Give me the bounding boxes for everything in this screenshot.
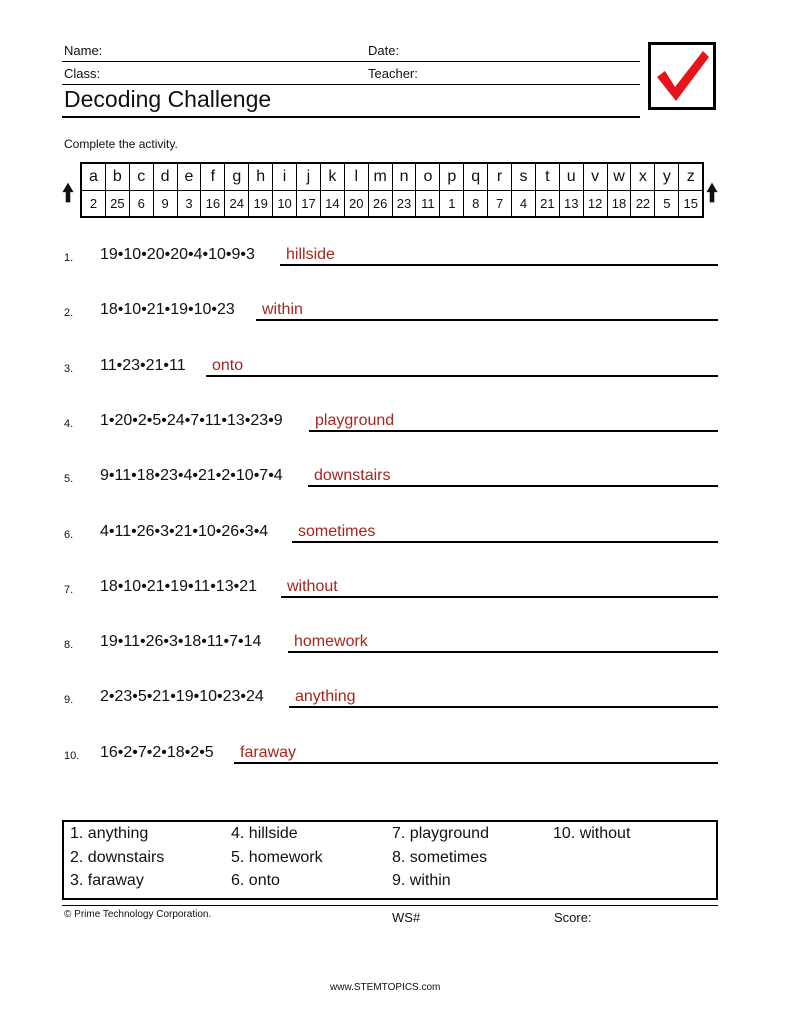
cipher-key — [80, 162, 704, 218]
answer-line[interactable] — [234, 762, 718, 764]
cipher-letter: e — [178, 164, 201, 191]
left-arrow-icon: 🠙 — [62, 180, 75, 207]
word-bank — [62, 820, 718, 900]
cipher-letter: n — [393, 164, 416, 191]
cipher-number: 10 — [277, 195, 292, 211]
question-number: 5. — [64, 473, 74, 486]
cipher-letter: x — [631, 164, 654, 191]
cipher-number: 22 — [635, 195, 651, 211]
cipher-letter: u — [560, 164, 583, 191]
cipher-cell — [153, 164, 177, 216]
cipher-cell — [177, 164, 201, 216]
cipher-cell — [487, 164, 511, 216]
cipher-number: 8 — [472, 195, 480, 211]
cipher-cell — [439, 164, 463, 216]
cipher-number: 13 — [564, 195, 579, 211]
teacher-label: Teacher: — [368, 66, 418, 81]
word-bank-item: 2. downstairs — [70, 848, 165, 866]
cipher-cell — [272, 164, 296, 216]
footer-rule — [62, 905, 718, 906]
question-code: 4•11•26•3•21•10•26•3•4 — [100, 522, 269, 540]
answer-text: sometimes — [298, 522, 376, 540]
name-label: Name: — [64, 43, 103, 58]
answer-line[interactable] — [281, 596, 718, 598]
answer-line[interactable] — [288, 651, 718, 653]
copyright: © Prime Technology Corporation. — [64, 909, 212, 920]
answer-text: playground — [315, 411, 395, 429]
question-code: 18•10•21•19•10•23 — [100, 301, 235, 319]
cipher-number: 5 — [663, 195, 671, 211]
word-bank-item: 7. playground — [392, 825, 489, 842]
header-rule-3 — [62, 116, 640, 118]
question-number: 4. — [64, 417, 74, 430]
cipher-cell — [392, 164, 416, 216]
question-row — [0, 295, 794, 325]
cipher-cell — [200, 164, 224, 216]
instructions: Complete the activity. — [64, 137, 178, 151]
question-row — [0, 517, 794, 547]
checkmark-icon — [651, 45, 713, 107]
answer-line[interactable] — [309, 430, 718, 432]
cipher-letter: a — [82, 164, 105, 191]
cipher-cell — [415, 164, 439, 216]
website: www.STEMTOPICS.com — [330, 982, 441, 993]
cipher-letter: t — [536, 164, 559, 191]
answer-text: without — [287, 577, 338, 595]
header-rule-2 — [62, 84, 640, 85]
cipher-cell — [320, 164, 344, 216]
answer-text: faraway — [240, 743, 297, 761]
cipher-number: 21 — [540, 195, 555, 211]
word-bank-item: 3. faraway — [70, 872, 144, 889]
date-label: Date: — [368, 43, 400, 58]
cipher-cell — [463, 164, 487, 216]
question-row — [0, 682, 794, 712]
cipher-number: 19 — [253, 195, 268, 211]
word-bank-item: 8. sometimes — [392, 848, 488, 866]
right-arrow-icon: 🠙 — [706, 180, 719, 207]
cipher-letter: j — [297, 164, 320, 191]
cipher-letter: i — [273, 164, 296, 191]
cipher-cell — [296, 164, 320, 216]
cipher-cell — [105, 164, 129, 216]
cipher-letter: v — [584, 164, 607, 191]
cipher-cell — [607, 164, 631, 216]
cipher-letter: c — [130, 164, 153, 191]
question-number: 10. — [64, 749, 80, 762]
question-number: 9. — [64, 694, 74, 707]
answer-line[interactable] — [308, 485, 718, 487]
cipher-number: 3 — [185, 195, 193, 211]
ws-label: WS# — [392, 910, 421, 925]
question-row — [0, 461, 794, 491]
cipher-number: 15 — [683, 195, 698, 211]
cipher-number: 16 — [205, 195, 221, 211]
cipher-number: 23 — [396, 195, 412, 211]
question-row — [0, 351, 794, 381]
page-title: Decoding Challenge — [64, 86, 272, 112]
answer-text: homework — [294, 633, 368, 651]
cipher-number: 26 — [372, 195, 388, 211]
cipher-number: 1 — [448, 195, 456, 211]
word-bank-item: 1. anything — [70, 825, 149, 842]
cipher-cell — [559, 164, 583, 216]
checkmark-logo — [648, 42, 716, 110]
answer-line[interactable] — [289, 706, 718, 708]
cipher-number: 9 — [161, 195, 169, 211]
question-code: 16•2•7•2•18•2•5 — [100, 743, 214, 761]
question-code: 9•11•18•23•4•21•2•10•7•4 — [100, 467, 283, 485]
question-number: 2. — [64, 307, 74, 320]
cipher-number: 6 — [137, 195, 145, 211]
cipher-cell — [368, 164, 392, 216]
cipher-cell — [678, 164, 702, 216]
cipher-letter: d — [154, 164, 177, 191]
question-row — [0, 738, 794, 768]
class-label: Class: — [64, 66, 101, 81]
cipher-letter: l — [345, 164, 368, 191]
cipher-number: 17 — [301, 195, 316, 211]
cipher-number: 12 — [587, 195, 603, 211]
cipher-letter: s — [512, 164, 535, 191]
cipher-cell — [654, 164, 678, 216]
word-bank-item: 10. without — [553, 825, 631, 842]
word-bank-item: 5. homework — [231, 848, 323, 866]
answer-text: anything — [295, 688, 356, 706]
word-bank-item: 9. within — [392, 872, 451, 889]
score-label: Score: — [554, 910, 592, 925]
cipher-letter: h — [249, 164, 272, 191]
cipher-cell — [224, 164, 248, 216]
question-code: 19•11•26•3•18•11•7•14 — [100, 633, 262, 651]
question-code: 2•23•5•21•19•10•23•24 — [100, 688, 264, 706]
question-number: 8. — [64, 639, 74, 652]
cipher-cell — [344, 164, 368, 216]
answer-text: within — [262, 301, 303, 319]
answer-line[interactable] — [280, 264, 718, 266]
cipher-cell — [511, 164, 535, 216]
cipher-cell — [583, 164, 607, 216]
question-code: 1•20•2•5•24•7•11•13•23•9 — [100, 411, 283, 429]
cipher-number: 18 — [611, 195, 627, 211]
word-bank-item: 6. onto — [231, 872, 280, 889]
cipher-letter: y — [655, 164, 678, 191]
question-row — [0, 406, 794, 436]
question-code: 18•10•21•19•11•13•21 — [100, 577, 257, 595]
question-code: 11•23•21•11 — [100, 356, 186, 374]
cipher-number: 20 — [349, 195, 364, 211]
cipher-letter: w — [608, 164, 631, 191]
cipher-number: 14 — [325, 195, 340, 211]
question-row — [0, 240, 794, 270]
cipher-letter: f — [201, 164, 224, 191]
cipher-cell — [535, 164, 559, 216]
cipher-number: 11 — [421, 195, 435, 211]
cipher-letter: q — [464, 164, 487, 191]
cipher-number: 7 — [495, 195, 504, 211]
answer-text: hillside — [286, 246, 335, 263]
cipher-number: 25 — [110, 195, 125, 211]
cipher-cell — [129, 164, 153, 216]
answer-text: onto — [212, 356, 244, 374]
word-bank-item: 4. hillside — [231, 825, 298, 842]
cipher-cell — [248, 164, 272, 216]
header-rule-1 — [62, 61, 640, 62]
cipher-letter: g — [225, 164, 248, 191]
question-number: 3. — [64, 362, 74, 375]
cipher-letter: o — [416, 164, 439, 191]
answer-text: downstairs — [314, 467, 391, 485]
cipher-number: 2 — [89, 195, 98, 211]
cipher-letter: z — [679, 164, 702, 191]
cipher-number: 24 — [229, 195, 245, 211]
cipher-letter: b — [106, 164, 129, 191]
answer-line[interactable] — [292, 541, 718, 543]
question-row — [0, 572, 794, 602]
cipher-number: 4 — [519, 195, 528, 211]
cipher-letter: r — [488, 164, 511, 191]
question-number: 1. — [64, 252, 74, 264]
question-row — [0, 627, 794, 657]
question-code: 19•10•20•20•4•10•9•3 — [100, 246, 255, 263]
answer-line[interactable] — [206, 375, 718, 377]
question-number: 6. — [64, 528, 74, 541]
cipher-cell — [630, 164, 654, 216]
cipher-letter: k — [321, 164, 344, 191]
answer-line[interactable] — [256, 319, 718, 321]
cipher-letter: p — [440, 164, 463, 191]
cipher-letter: m — [369, 164, 392, 191]
question-number: 7. — [64, 583, 74, 596]
cipher-cell — [82, 164, 105, 216]
